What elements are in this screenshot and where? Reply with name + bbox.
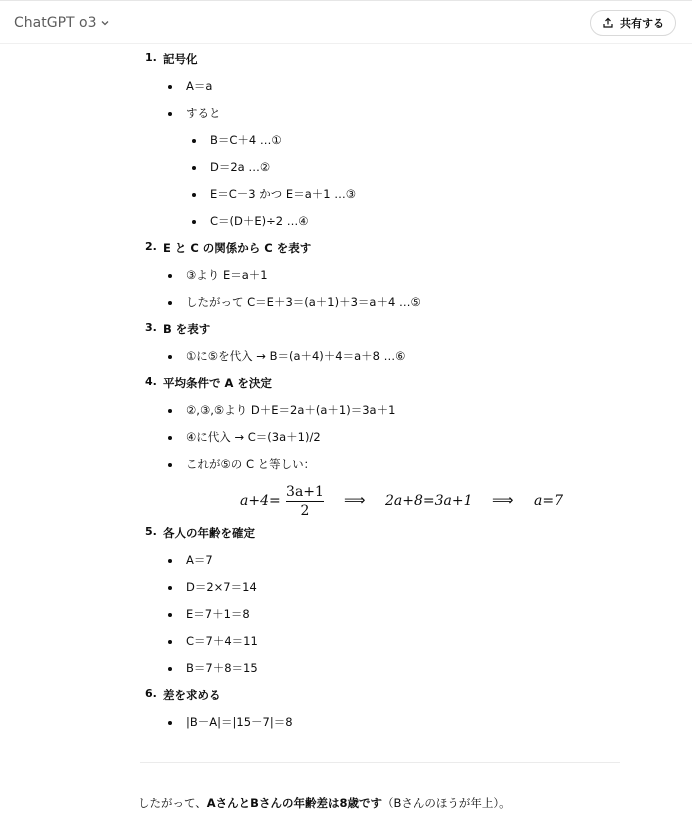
section-number: 6. bbox=[145, 687, 157, 700]
equation-lhs: a+4= bbox=[240, 493, 281, 509]
model-name: ChatGPT o3 bbox=[14, 15, 97, 31]
list-item: |B－A|＝|15－7|＝8 bbox=[186, 715, 293, 729]
equation-fraction bbox=[286, 484, 324, 519]
section-title: 記号化 bbox=[163, 52, 198, 66]
share-label: 共有する bbox=[620, 17, 664, 30]
bullet bbox=[168, 640, 172, 644]
bullet bbox=[168, 586, 172, 590]
list-item: ③より E＝a＋1 bbox=[186, 268, 268, 282]
list-item: E＝7＋1＝8 bbox=[186, 607, 250, 621]
conclusion-text bbox=[138, 795, 511, 811]
section-title: E と C の関係から C を表す bbox=[163, 241, 312, 255]
bullet bbox=[192, 166, 196, 170]
list-item: C＝7＋4＝11 bbox=[186, 634, 258, 648]
bullet bbox=[168, 274, 172, 278]
equation-middle: 2a+8=3a+1 bbox=[385, 493, 473, 509]
list-item: したがって C＝E＋3＝(a＋1)＋3＝a＋4 …⑤ bbox=[186, 295, 421, 309]
list-item: E＝C－3 かつ E＝a＋1 …③ bbox=[210, 187, 357, 201]
bullet bbox=[168, 301, 172, 305]
section-title: B を表す bbox=[163, 322, 211, 336]
chevron-down-icon bbox=[100, 18, 110, 28]
divider bbox=[140, 762, 620, 763]
share-button[interactable] bbox=[590, 10, 676, 36]
list-item: D＝2a …② bbox=[210, 160, 271, 174]
bullet bbox=[192, 193, 196, 197]
bullet bbox=[168, 721, 172, 725]
section-number: 3. bbox=[145, 321, 157, 334]
section-title: 各人の年齢を確定 bbox=[163, 526, 255, 540]
conclusion-bold: AさんとBさんの年齢差は8歳です bbox=[206, 796, 382, 810]
implies-arrow: ⟹ bbox=[344, 491, 366, 509]
bullet bbox=[168, 409, 172, 413]
bullet bbox=[168, 613, 172, 617]
conclusion-suffix: （Bさんのほうが年上）。 bbox=[381, 796, 511, 810]
implies-arrow: ⟹ bbox=[492, 491, 514, 509]
list-item: B＝7＋8＝15 bbox=[186, 661, 258, 675]
list-item: A＝a bbox=[186, 79, 213, 93]
top-bar bbox=[0, 0, 692, 44]
bullet bbox=[168, 85, 172, 89]
section-title: 平均条件で A を決定 bbox=[163, 376, 272, 390]
section-number: 1. bbox=[145, 51, 157, 64]
list-item: ①に⑤を代入 → B＝(a＋4)＋4＝a＋8 …⑥ bbox=[186, 349, 406, 363]
model-selector[interactable] bbox=[14, 15, 110, 31]
section-number: 2. bbox=[145, 240, 157, 253]
list-item: すると bbox=[186, 106, 221, 120]
fraction-denominator: 2 bbox=[300, 503, 310, 519]
fraction-bar bbox=[286, 501, 324, 502]
equation-result: a=7 bbox=[534, 493, 563, 509]
list-item: A＝7 bbox=[186, 553, 213, 567]
list-item: ④に代入 → C＝(3a＋1)/2 bbox=[186, 430, 321, 444]
list-item: B＝C＋4 …① bbox=[210, 133, 282, 147]
section-number: 4. bbox=[145, 375, 157, 388]
list-item: C＝(D＋E)÷2 …④ bbox=[210, 214, 309, 228]
section-number: 5. bbox=[145, 525, 157, 538]
section-title: 差を求める bbox=[163, 688, 221, 702]
conclusion-prefix: したがって、 bbox=[138, 796, 207, 810]
bullet bbox=[168, 559, 172, 563]
bullet bbox=[168, 463, 172, 467]
bullet bbox=[168, 112, 172, 116]
share-icon bbox=[602, 17, 614, 29]
bullet bbox=[168, 355, 172, 359]
list-item: ②,③,⑤より D＋E＝2a＋(a＋1)＝3a＋1 bbox=[186, 403, 396, 417]
bullet bbox=[168, 436, 172, 440]
bullet bbox=[168, 667, 172, 671]
list-item: これが⑤の C と等しい： bbox=[186, 457, 316, 471]
bullet bbox=[192, 139, 196, 143]
fraction-numerator: 3a+1 bbox=[286, 484, 324, 500]
list-item: D＝2×7＝14 bbox=[186, 580, 257, 594]
bullet bbox=[192, 220, 196, 224]
